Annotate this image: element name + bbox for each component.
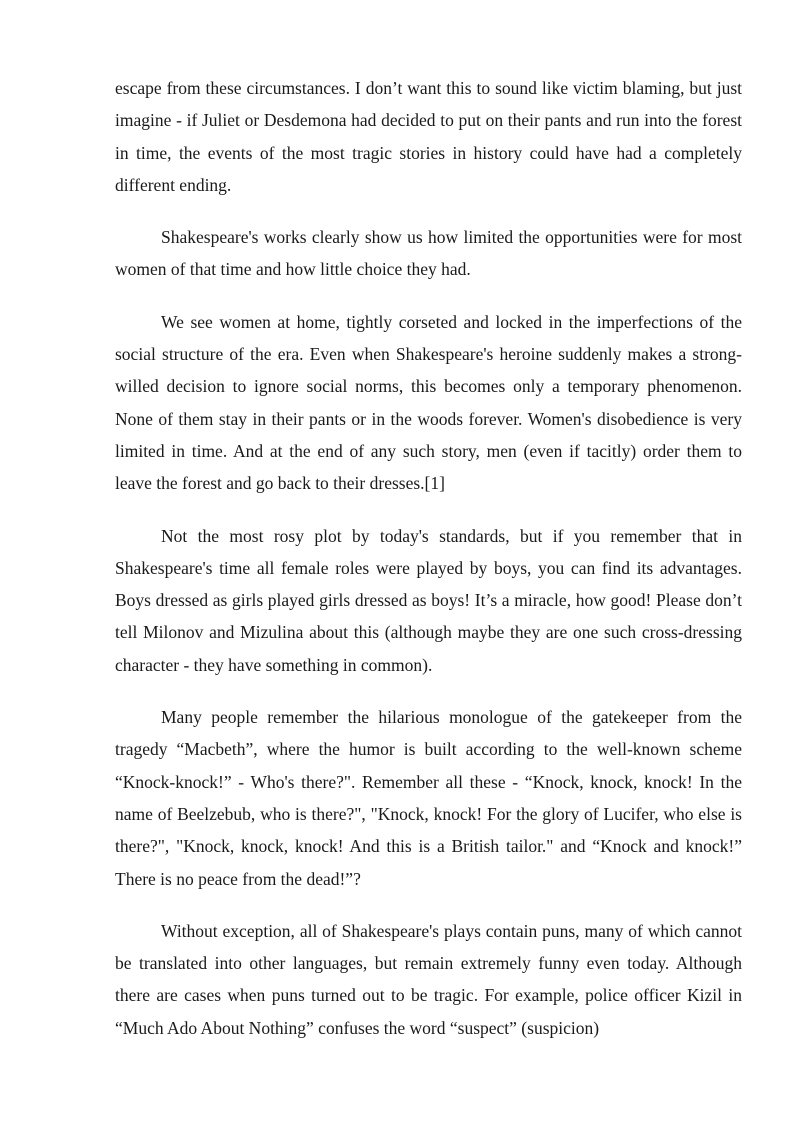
paragraph-rosy-plot: Not the most rosy plot by today's standards, but if you remember that in Shakespeare's time all female roles were played by boys, you can find its advantages. Boys dressed as girls played girls dressed as boys! It’s a miracle, how good! Please don’t tell Milonov and Mizulina about this (although maybe they are one such cross-dressing character - they have something in common). [115, 525, 742, 675]
paragraph-macbeth-monologue: Many people remember the hilarious monologue of the gatekeeper from the tragedy “Macbeth”, where the humor is built according to the well-known scheme “Knock-knock!” - Who's there?". Remember all these - “Knock, knock, knock! In the name of Beelzebub, who is there?", "Knock, knock! For the glory of Lucifer, who else is there?", "Knock, knock, knock! And this is a British tailor." and “Knock and knock!” There is no peace from the dead!”? [115, 707, 742, 889]
paragraph-limited-opportunities: Shakespeare's works clearly show us how limited the opportunities were for most women of that time and how little choice they had. [115, 227, 742, 280]
paragraph-women-at-home: We see women at home, tightly corseted and locked in the imperfections of the social structure of the era. Even when Shakespeare's heroine suddenly makes a strong-willed decision to ignore social norms, this becomes only a temporary phenomenon. None of them stay in their pants or in the woods forever. Women's disobedience is very limited in time. And at the end of any such story, men (even if tacitly) order them to leave the forest and go back to their dresses.[1] [115, 311, 742, 494]
document-page [115, 72, 742, 1064]
paragraph-continuation: escape from these circumstances. I don’t want this to sound like victim blaming, but just imagine - if Juliet or Desdemona had decided to put on their pants and run into the forest in time, the events of the most tragic stories in history could have had a completely different ending. [115, 78, 742, 195]
paragraph-puns: Without exception, all of Shakespeare's plays contain puns, many of which cannot be translated into other languages, but remain extremely funny even today. Although there are cases when puns turned out to be tragic. For example, police officer Kizil in “Much Ado About Nothing” confuses the word “suspect” (suspicion) [115, 920, 742, 1038]
